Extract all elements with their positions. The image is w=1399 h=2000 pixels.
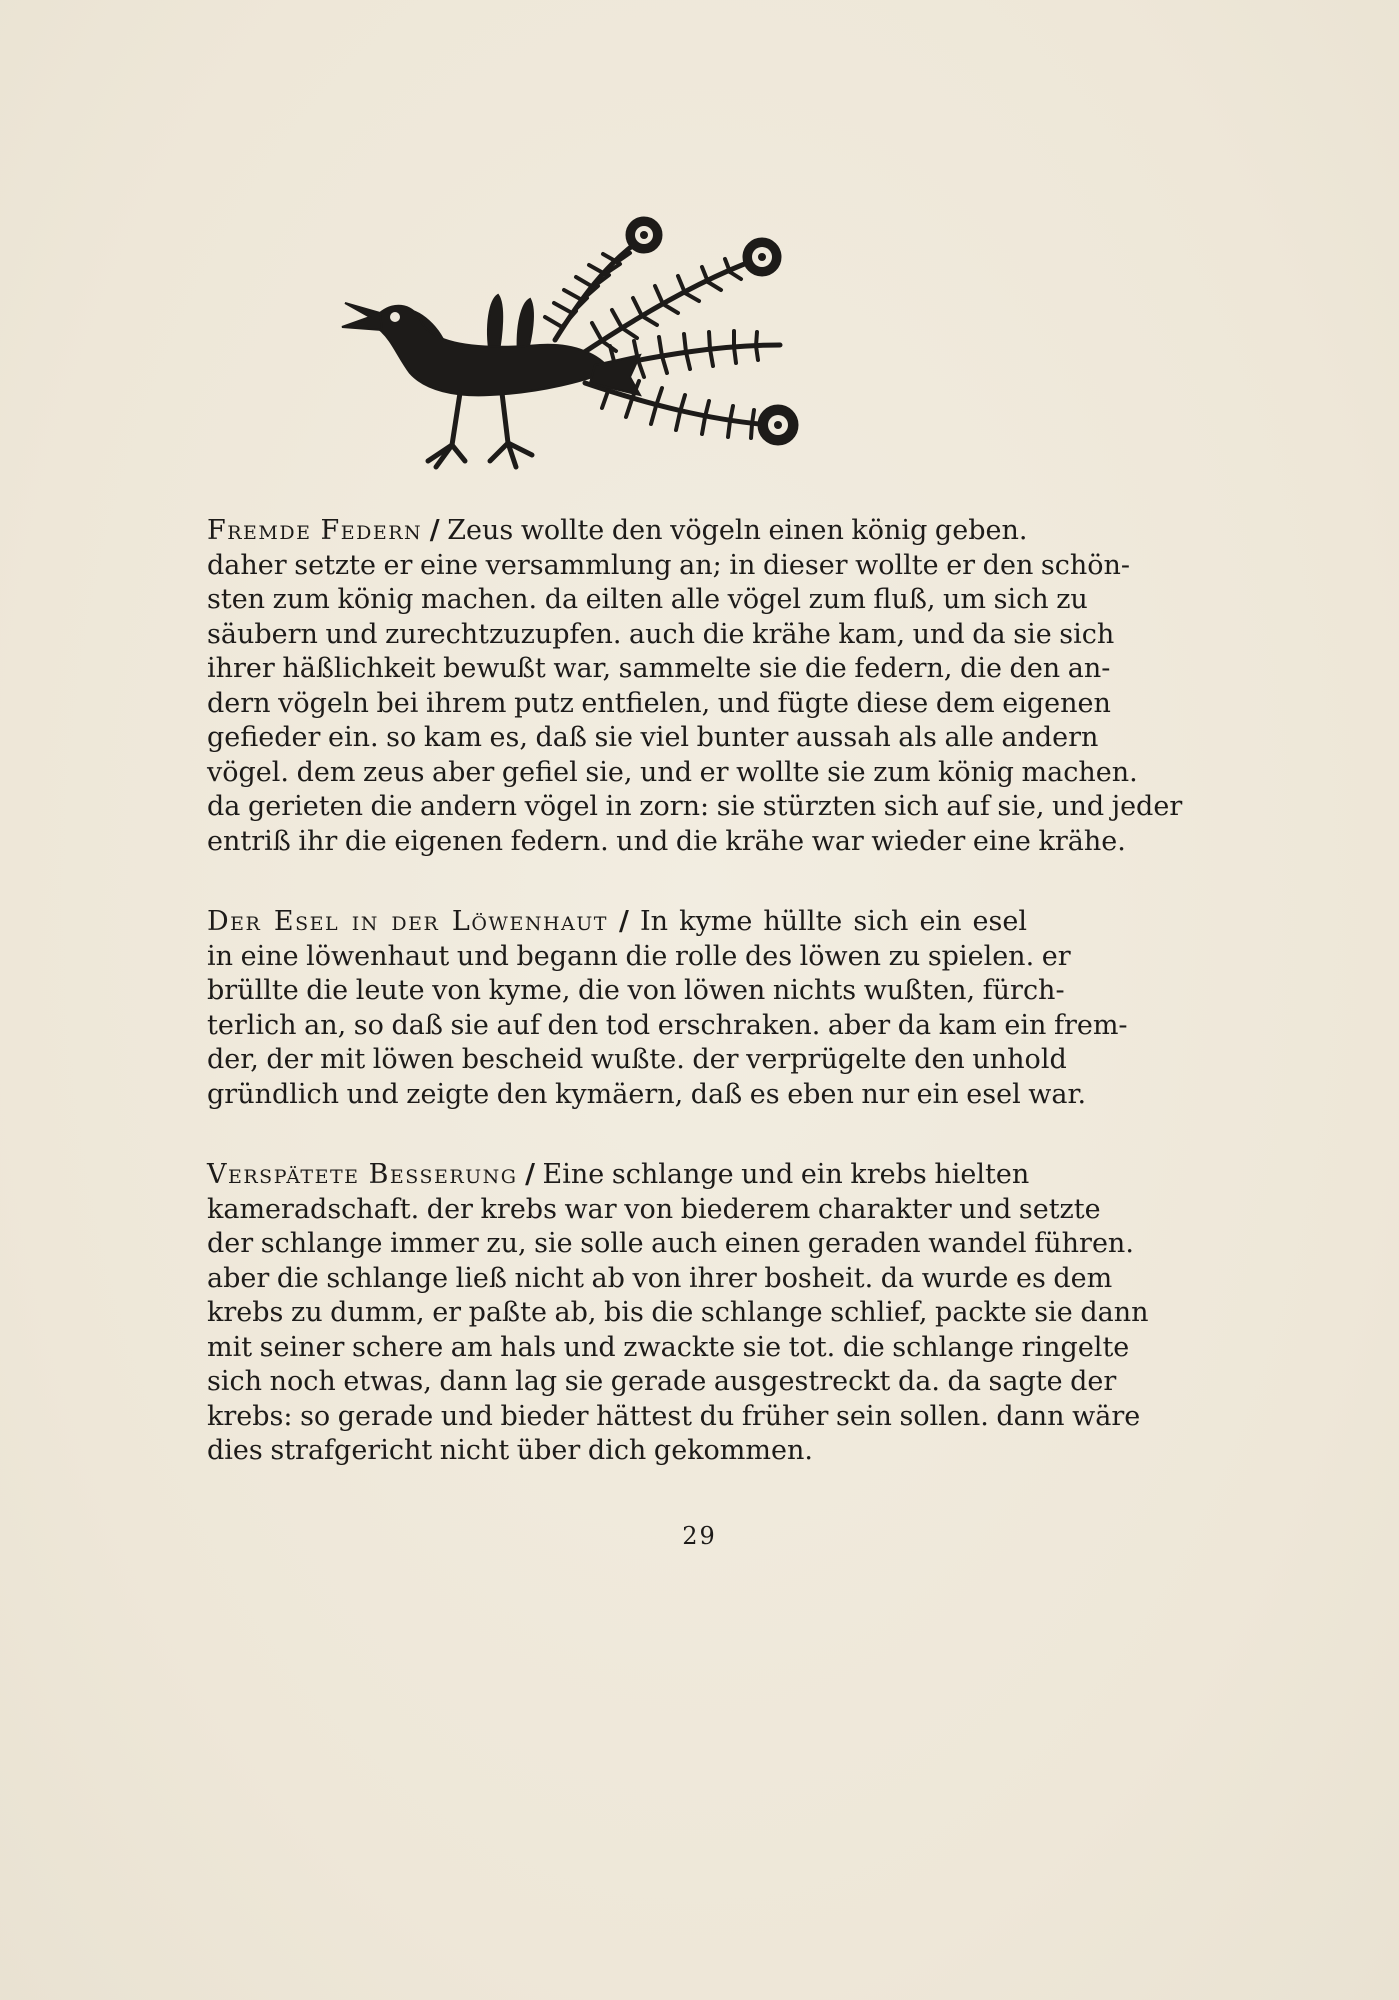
text-line: ihrer häßlichkeit bewußt war, sammelte sie die federn, die den an-: [207, 653, 1111, 684]
text-line: mit seiner schere am hals und zwackte sie tot. die schlange ringelte: [207, 1331, 1130, 1363]
title-separator: /: [619, 906, 629, 937]
text-line: krebs: so gerade und bieder hättest du früher sein sollen. dann wäre: [207, 1400, 1141, 1432]
text-line: [207, 905, 1027, 940]
title-separator: /: [525, 1159, 535, 1190]
text-line: brüllte die leute von kyme, die von löwen nichts wußten, fürch-: [207, 975, 1065, 1006]
title-separator: /: [429, 515, 440, 546]
text-line: sich noch etwas, dann lag sie gerade ausgestreckt da. da sagte der: [207, 1366, 1117, 1397]
peacock-feathered-crow-woodcut-icon: [340, 205, 920, 495]
text-line: säubern und zurechtzuzupfen. auch die krähe kam, und da sie sich: [207, 618, 1115, 650]
text-line: [207, 514, 1027, 549]
text-line: dern vögeln bei ihrem putz entfielen, und fügte diese dem eigenen: [207, 687, 1111, 719]
text-line: entriß ihr die eigenen federn. und die krähe war wieder eine krähe.: [207, 825, 1126, 857]
page-number: 29: [682, 1522, 717, 1550]
text-line: sten zum könig machen. da eilten alle vögel zum fluß, um sich zu: [207, 584, 1088, 615]
text-line: [207, 1158, 1030, 1193]
fable-title: Verspätete Besserung: [207, 1159, 518, 1190]
text-line: kameradschaft. der krebs war von biederem charakter und setzte: [207, 1193, 1101, 1225]
text-line-content: Eine schlange und ein krebs hielten: [542, 1159, 1030, 1190]
text-line: der schlange immer zu, sie solle auch einen geraden wandel führen.: [207, 1228, 1134, 1259]
text-line: dies strafgericht nicht über dich gekommen.: [207, 1435, 813, 1466]
text-line: terlich an, so daß sie auf den tod erschraken. aber da kam ein frem-: [207, 1009, 1128, 1041]
fable-title: Der Esel in der Löwenhaut: [207, 906, 608, 937]
text-line-content: Zeus wollte den vögeln einen könig geben.: [447, 515, 1028, 546]
text-line: krebs zu dumm, er paßte ab, bis die schlange schlief, packte sie dann: [207, 1297, 1149, 1328]
text-line: vögel. dem zeus aber gefiel sie, und er wollte sie zum könig machen.: [207, 756, 1138, 788]
fable-verspaetete-besserung: [207, 1158, 1149, 1469]
fable-esel-in-der-loewenhaut: [207, 905, 1128, 1112]
fable-title: Fremde Federn: [207, 515, 423, 546]
text-line-content: In kyme hüllte sich ein esel: [639, 906, 1027, 937]
text-line: aber die schlange ließ nicht ab von ihrer bosheit. da wurde es dem: [207, 1262, 1113, 1294]
fables-text: [207, 514, 1183, 1515]
text-line: daher setzte er eine versammlung an; in dieser wollte er den schön-: [207, 549, 1131, 581]
text-line: da gerieten die andern vögel in zorn: sie stürzten sich auf sie, und jeder: [207, 791, 1183, 822]
text-line: der, der mit löwen bescheid wußte. der verprügelte den unhold: [207, 1044, 1067, 1075]
text-line: gründlich und zeigte den kymäern, daß es eben nur ein esel war.: [207, 1078, 1087, 1110]
fable-fremde-federn: [207, 514, 1183, 859]
text-line: in eine löwenhaut und begann die rolle des löwen zu spielen. er: [207, 940, 1071, 972]
text-line: gefieder ein. so kam es, daß sie viel bunter aussah als alle andern: [207, 722, 1099, 753]
